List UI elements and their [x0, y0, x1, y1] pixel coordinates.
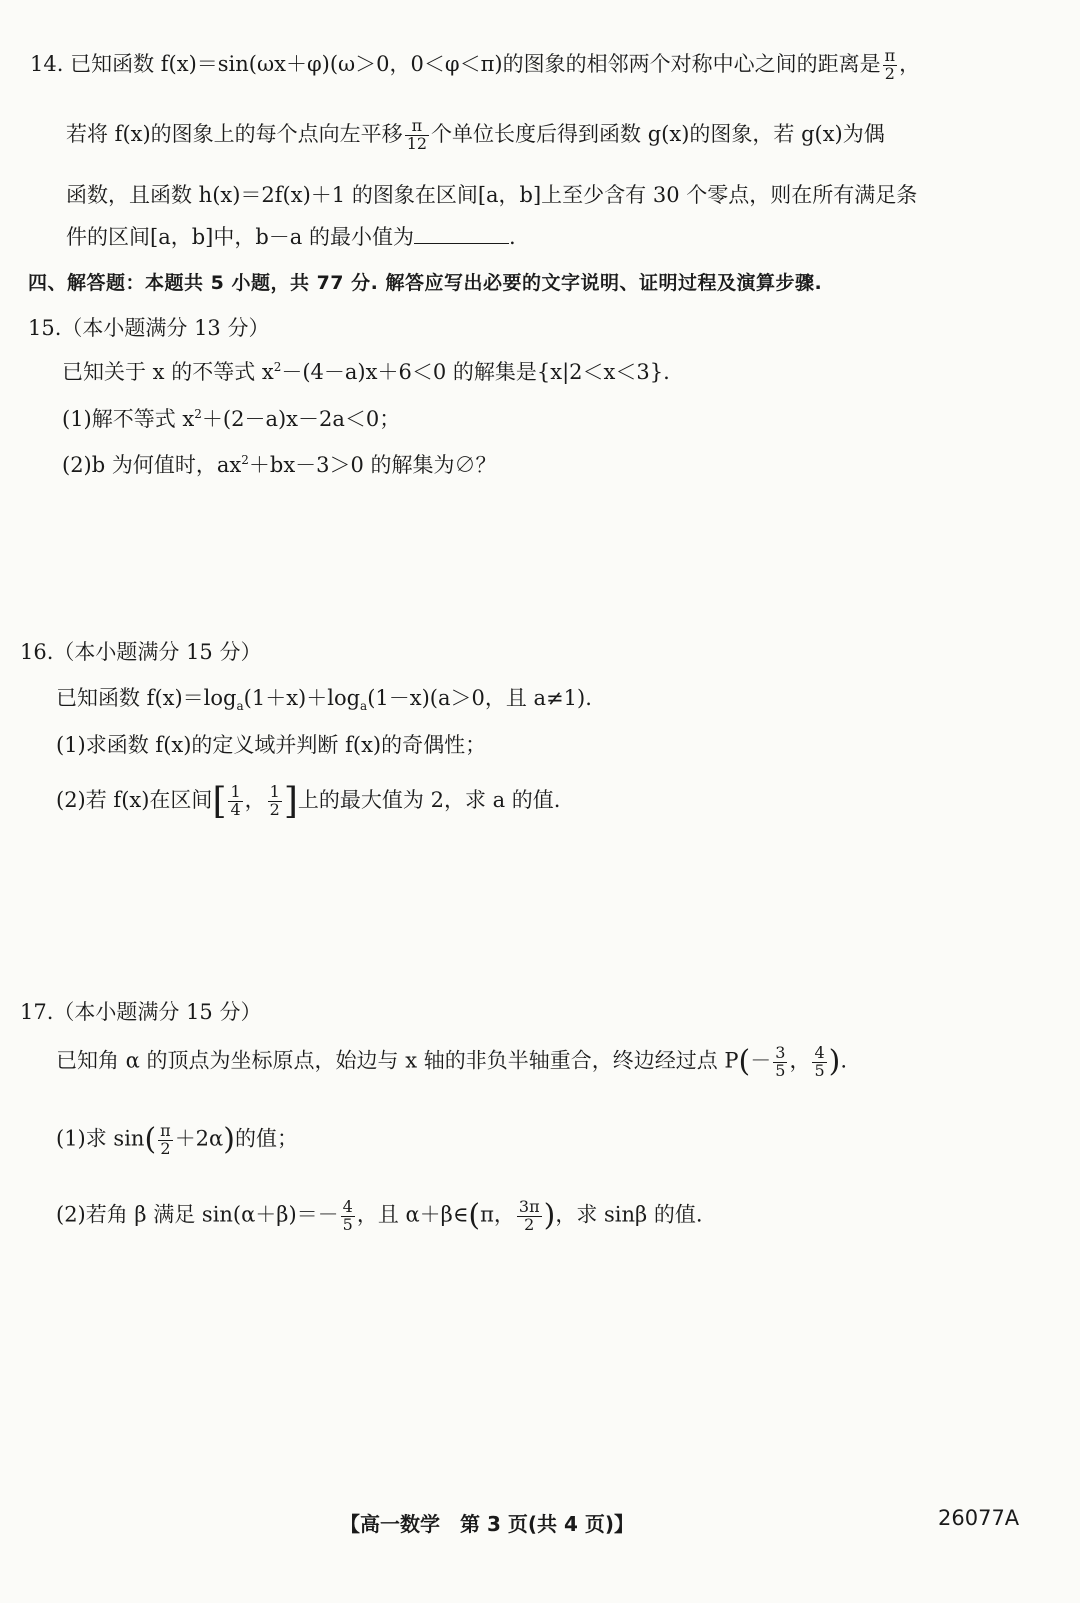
q16-header: 16.（本小题满分 15 分） — [20, 640, 262, 664]
q14-line2: 若将 f(x)的图象上的每个点向左平移 $\frac{\pi}{12}$ 个单位长度后得到函数 g(x)的图象，若 g(x)为偶 — [66, 116, 885, 153]
q16-one-quarter-fraction: $\frac{1}{4}$ — [230, 782, 241, 820]
q14-pi-over-12-fraction: $\frac{\pi}{12}$ — [406, 116, 428, 153]
q16-one-half-fraction: $\frac{1}{2}$ — [269, 782, 280, 820]
q17-part2: (2)若角 β 满足 sin(α＋β)＝－ $\frac{4}{5}$ ，且 α＋β∈(π， $\frac{3\pi}{2}$ )，求 sinβ 的值. — [56, 1196, 703, 1234]
q17-three-fifths-fraction: $\frac{3}{5}$ — [775, 1042, 786, 1080]
q14-pi-over-2-fraction: $\frac{\pi}{2}$ — [884, 46, 896, 83]
q15-part1: (1)解不等式 $x^2+(2-a)x-2a<0$； — [62, 407, 401, 431]
q17-stem: 已知角 α 的顶点为坐标原点，始边与 x 轴的非负半轴重合，终边经过点 P(－ $\frac{3}{5}$ ， $\frac{4}{5}$ ). — [56, 1042, 848, 1080]
q17-four-fifths-neg-fraction: $\frac{4}{5}$ — [342, 1196, 353, 1234]
q17-three-pi-over-2-fraction: $\frac{3\pi}{2}$ — [518, 1196, 540, 1234]
q15-stem: 已知关于 x 的不等式 $x^2-(4-a)x+6<0$ 的解集是{x|2＜x＜3}. — [62, 360, 670, 384]
q16-part2: (2)若 f(x)在区间[ $\frac{1}{4}$ ， $\frac{1}{2}$ ]上的最大值为 2，求 a 的值. — [56, 781, 561, 822]
q14-line4: 件的区间[a，b]中，b－a 的最小值为 . — [66, 225, 516, 249]
section-heading: 四、解答题：本题共 5 小题，共 77 分. 解答应写出必要的文字说明、证明过程及演算步骤. — [28, 272, 823, 294]
answer-blank — [414, 227, 509, 244]
q14-number: 14. — [30, 51, 64, 76]
q14-line2-text: 若将 f(x)的图象上的每个点向左平移 — [66, 121, 403, 146]
q17-header: 17.（本小题满分 15 分） — [20, 1000, 262, 1024]
q17-four-fifths-fraction: $\frac{4}{5}$ — [814, 1042, 825, 1080]
page-footer: 【高一数学 第 3 页(共 4 页)】 — [340, 1512, 634, 1536]
q14-line1: 14. 已知函数 f(x)＝sin(ωx＋φ)(ω＞0，0＜φ＜π)的图象的相邻两个对称中心之间的距离是 $\frac{\pi}{2}$ ， — [30, 46, 921, 83]
q15-header: 15.（本小题满分 13 分） — [28, 316, 270, 340]
q14-line1-text: 已知函数 f(x)＝sin(ωx＋φ)(ω＞0，0＜φ＜π)的图象的相邻两个对称中心之间的距离是 — [70, 51, 881, 76]
q16-part1: (1)求函数 f(x)的定义域并判断 f(x)的奇偶性； — [56, 733, 487, 757]
q14-line3: 函数，且函数 h(x)＝2f(x)＋1 的图象在区间[a，b]上至少含有 30 个零点，则在所有满足条 — [66, 183, 918, 207]
q16-stem: 已知函数 $f(x)=\log_a(1+x)+\log_a(1-x)(a>0$，且 a≠1). — [56, 686, 592, 714]
paper-code: 26077A — [938, 1506, 1020, 1530]
q17-pi-over-2-fraction: $\frac{\pi}{2}$ — [160, 1120, 171, 1158]
q17-part1: (1)求 sin( $\frac{\pi}{2}$ ＋2α)的值； — [56, 1120, 298, 1158]
q15-part2: (2)b 为何值时，$ax^2+bx-3>0$ 的解集为∅？ — [62, 453, 497, 477]
